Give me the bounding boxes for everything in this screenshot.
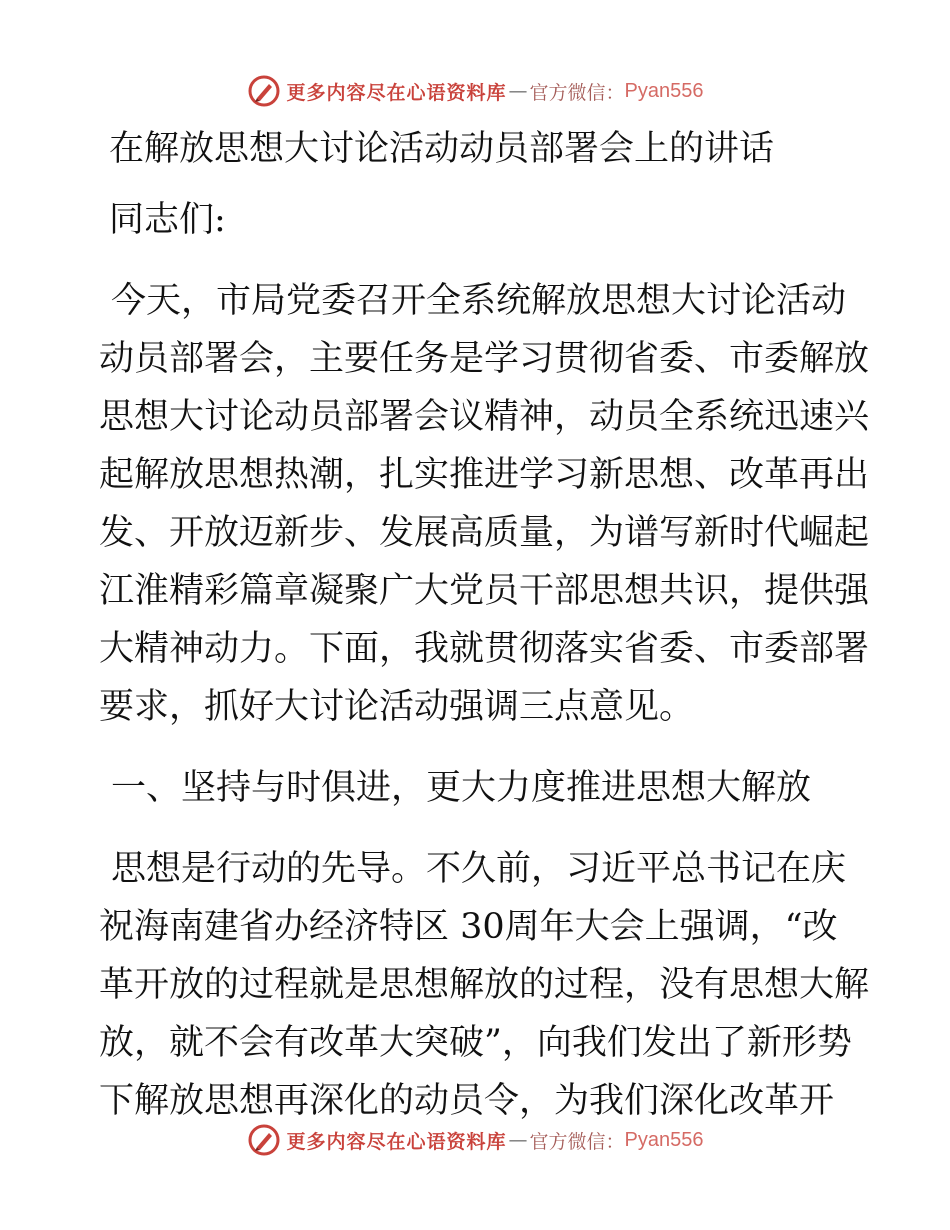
section-heading-1: 一、坚持与时俱进，更大力度推进思想大解放 (111, 768, 812, 808)
pen-logo-icon (247, 74, 281, 108)
paragraph-line: 革开放的过程就是思想解放的过程，没有思想大解 (99, 965, 870, 1005)
paragraph-2 (99, 840, 870, 1130)
document-body (99, 120, 870, 1130)
watermark-separator: — (508, 1129, 528, 1151)
paragraph-line: 起解放思想热潮，扎实推进学习新思想、改革再出 (99, 455, 870, 495)
watermark-wechat-label: 官方微信： (529, 1130, 625, 1153)
paragraph-line: 大精神动力。下面，我就贯彻落实省委、市委部署 (99, 629, 870, 669)
paragraph-line: 思想大讨论动员部署会议精神，动员全系统迅速兴 (99, 397, 870, 437)
paragraph-line: 放，就不会有改革大突破”，向我们发出了新形势 (99, 1023, 852, 1063)
paragraph-line: 江淮精彩篇章凝聚广大党员干部思想共识，提供强 (99, 571, 870, 611)
paragraph-line: 发、开放迈新步、发展高质量，为谱写新时代崛起 (99, 513, 870, 553)
watermark-text: 更多内容尽在心语资料库 (286, 81, 507, 104)
pen-logo-icon (247, 1123, 281, 1157)
watermark-banner-bottom (0, 1120, 950, 1160)
greeting: 同志们: (109, 200, 226, 240)
paragraph-line: 思想是行动的先导。不久前，习近平总书记在庆 (111, 849, 847, 889)
watermark-wechat-id: Pyan556 (624, 1128, 704, 1151)
watermark-separator: — (508, 80, 528, 102)
paragraph-line: 要求，抓好大讨论活动强调三点意见。 (99, 687, 695, 727)
document-title: 在解放思想大讨论活动动员部署会上的讲话 (109, 129, 775, 169)
paragraph-line: 动员部署会，主要任务是学习贯彻省委、市委解放 (99, 339, 870, 379)
watermark-wechat-id: Pyan556 (624, 79, 704, 102)
paragraph-line: 今天，市局党委召开全系统解放思想大讨论活动 (111, 281, 847, 321)
watermark-banner-top (0, 71, 950, 111)
paragraph-line: 祝海南建省办经济特区 30周年大会上强调，“改 (99, 907, 838, 947)
watermark-text: 更多内容尽在心语资料库 (286, 1130, 507, 1153)
paragraph-1 (99, 272, 870, 736)
watermark-wechat-label: 官方微信： (529, 81, 625, 104)
paragraph-line: 下解放思想再深化的动员令，为我们深化改革开 (99, 1081, 835, 1121)
